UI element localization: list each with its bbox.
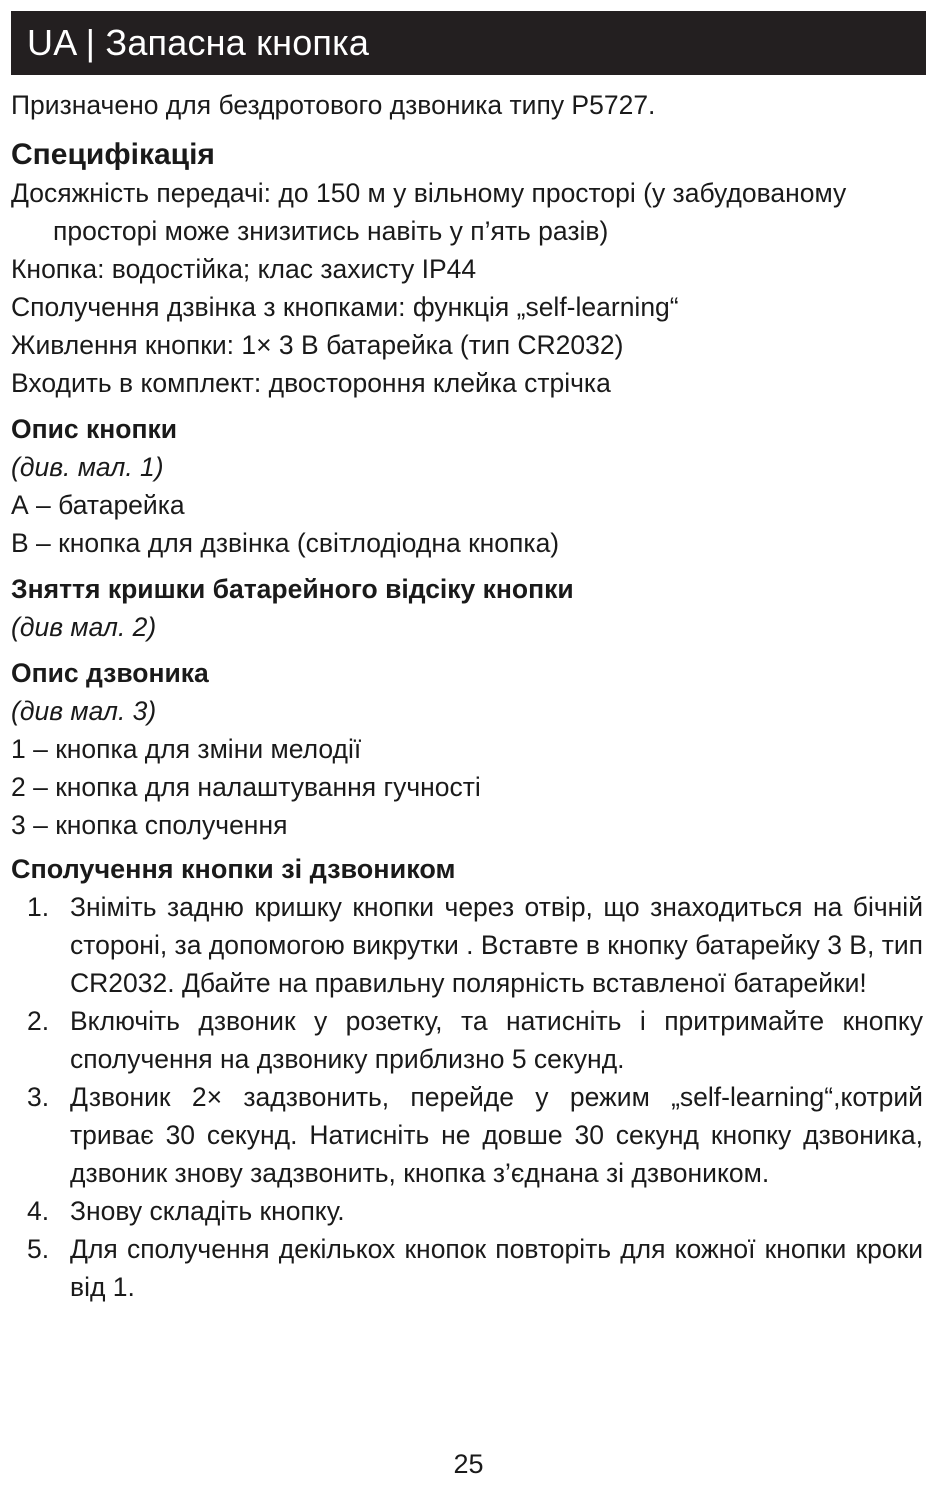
bell-part-item: 3 – кнопка сполучення [11, 810, 288, 840]
bell-part-item: 1 – кнопка для зміни мелодії [11, 734, 362, 764]
specification-heading: Специфікація [11, 138, 215, 171]
spec-item: Входить в комплект: двостороння клейка стрічка [11, 368, 611, 398]
button-part-item: А – батарейка [11, 490, 185, 520]
pairing-step [11, 1192, 923, 1230]
button-part-item: В – кнопка для дзвінка (світлодіодна кнопка) [11, 528, 560, 558]
spec-item: Сполучення дзвінка з кнопками: функція „self-learning“ [11, 292, 679, 322]
step-number: 2. [27, 1006, 50, 1036]
figure-reference: (див мал. 3) [11, 696, 157, 726]
pairing-step [11, 1002, 923, 1078]
intro-text: Призначено для бездротового дзвоника типу P5727. [11, 90, 656, 120]
figure-reference: (див. мал. 1) [11, 452, 164, 482]
pairing-heading: Сполучення кнопки зі дзвоником [11, 854, 456, 884]
bell-description-heading: Опис дзвоника [11, 658, 209, 688]
pairing-step [11, 1078, 923, 1192]
spec-item: Досяжність передачі: до 150 м у вільному просторі (у забудованому просторі може знизитись навіть у п’ять разів) [11, 178, 847, 246]
step-number: 5. [27, 1234, 50, 1264]
pairing-step [11, 888, 923, 1002]
pairing-steps [11, 888, 923, 1306]
page-number: 25 [453, 1449, 484, 1479]
step-text: Знову складіть кнопку. [70, 1196, 345, 1226]
page-title: UA | Запасна кнопка [27, 22, 370, 63]
figure-reference: (див мал. 2) [11, 612, 157, 642]
header-bar [11, 11, 926, 75]
button-description-heading: Опис кнопки [11, 414, 178, 444]
bell-part-item: 2 – кнопка для налаштування гучності [11, 772, 481, 802]
step-text: Для сполучення декількох кнопок повторіть для кожної кнопки кроки від 1. [70, 1234, 923, 1302]
spec-item: Кнопка: водостійка; клас захисту IP44 [11, 254, 477, 284]
pairing-step [11, 1230, 923, 1306]
step-text: Зніміть задню кришку кнопки через отвір, що знаходиться на бічній стороні, за допомогою викрутки . Вставте в кнопку батарейку 3 В, тип CR2032. Дбайте на правильну полярність вставленої батарейки! [70, 892, 923, 998]
battery-cover-heading: Зняття кришки батарейного відсіку кнопки [11, 574, 574, 604]
step-number: 3. [27, 1082, 50, 1112]
specification-list [11, 174, 923, 402]
step-number: 4. [27, 1196, 50, 1226]
step-text: Включіть дзвоник у розетку, та натисніть і притримайте кнопку сполучення на дзвонику приблизно 5 секунд. [70, 1006, 923, 1074]
spec-item: Живлення кнопки: 1× 3 В батарейка (тип CR2032) [11, 330, 624, 360]
step-text: Дзвоник 2× задзвонить, перейде у режим „self-learning“,котрий триває 30 секунд. Натисніть не довше 30 секунд кнопку дзвоника, дзвоник знову задзвонить, кнопка з’єднана зі дзвоником. [70, 1082, 923, 1188]
step-number: 1. [27, 892, 50, 922]
document-body [11, 86, 923, 1306]
